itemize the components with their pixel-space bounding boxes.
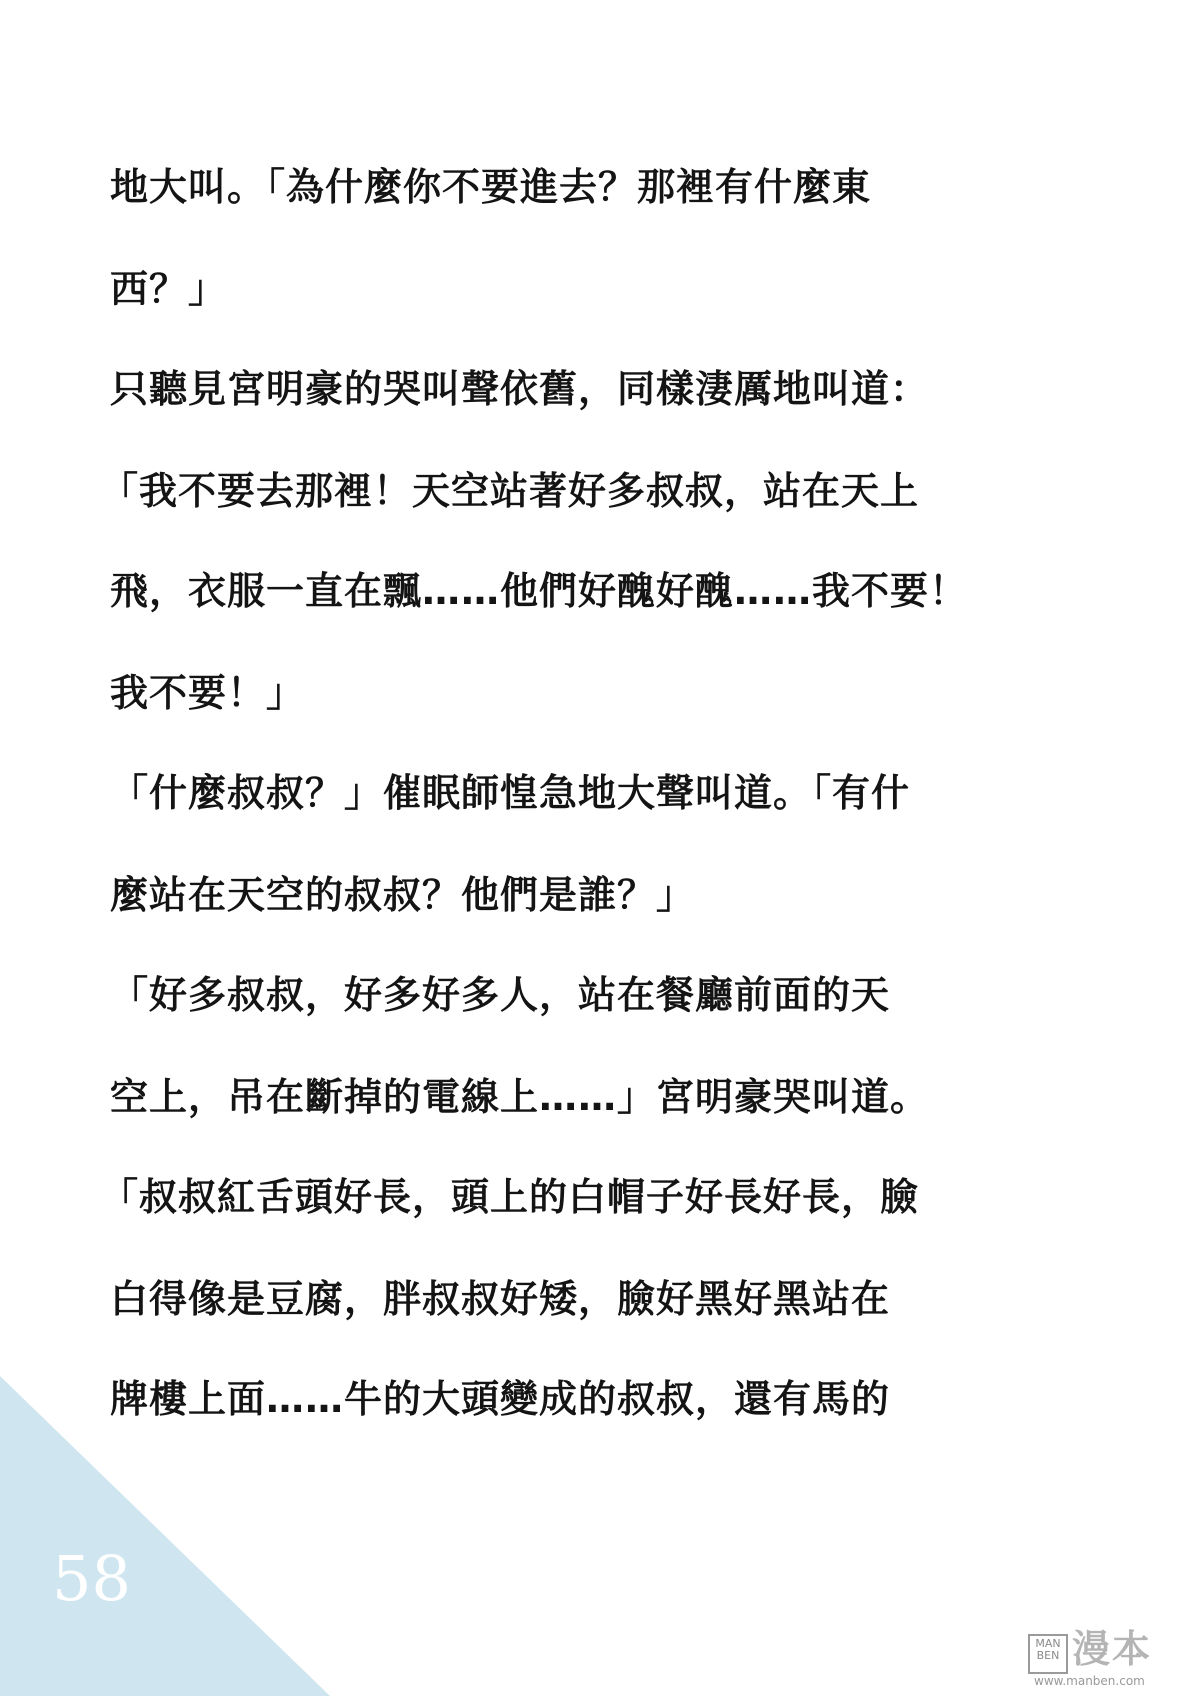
- text-line: 空上，吊在斷掉的電線上……」宮明豪哭叫道。: [110, 1075, 930, 1119]
- text-line: 地大叫。「為什麼你不要進去？那裡有什麼東: [110, 165, 872, 209]
- text-line: 「叔叔紅舌頭好長，頭上的白帽子好長好長，臉: [100, 1175, 920, 1219]
- text-line: 「好多叔叔，好多好多人，站在餐廳前面的天: [110, 973, 891, 1017]
- text-line: 「什麼叔叔？」催眠師惶急地大聲叫道。「有什: [110, 771, 911, 815]
- watermark-logo-icon: MAN BEN: [1028, 1634, 1068, 1674]
- text-line: 只聽見宮明豪的哭叫聲依舊，同樣淒厲地叫道：: [110, 367, 930, 411]
- text-line: 飛，衣服一直在飄……他們好醜好醜……我不要！: [110, 569, 969, 613]
- text-line: 麼站在天空的叔叔？他們是誰？」: [110, 873, 696, 917]
- watermark-url: www.manben.com: [1034, 1674, 1145, 1688]
- watermark: [1028, 1627, 1188, 1690]
- text-line: 牌樓上面……牛的大頭變成的叔叔，還有馬的: [110, 1377, 891, 1421]
- text-line: 西？」: [110, 267, 228, 311]
- text-line: 白得像是豆腐，胖叔叔好矮，臉好黑好黑站在: [110, 1277, 891, 1321]
- text-line: 「我不要去那裡！天空站著好多叔叔，站在天上: [100, 469, 920, 513]
- text-line: 我不要！」: [110, 671, 306, 715]
- watermark-title: 漫本: [1072, 1627, 1153, 1671]
- page-number: 58: [52, 1542, 131, 1615]
